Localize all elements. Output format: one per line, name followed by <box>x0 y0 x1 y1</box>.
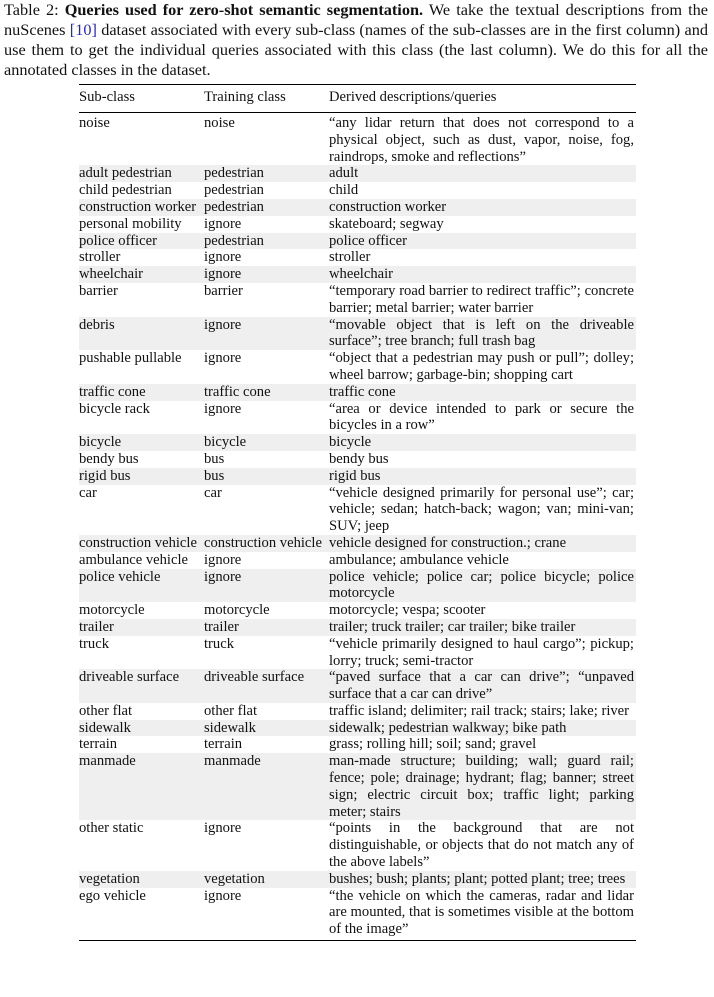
cell-training-class: ignore <box>204 316 242 333</box>
table-row <box>79 468 636 485</box>
table-row <box>79 317 636 351</box>
table-body <box>79 115 636 938</box>
cell-description: bendy bus <box>329 450 389 467</box>
cell-sub-class: construction vehicle <box>79 534 197 551</box>
cell-description: construction worker <box>329 198 447 215</box>
cell-sub-class: bendy bus <box>79 450 139 467</box>
cell-sub-class: police officer <box>79 232 157 249</box>
cell-sub-class: sidewalk <box>79 719 131 736</box>
table-row <box>79 233 636 250</box>
table-top-rule <box>79 84 636 85</box>
cell-sub-class: barrier <box>79 282 118 299</box>
cell-training-class: manmade <box>204 753 261 770</box>
table-row <box>79 401 636 435</box>
caption-label: Table 2: <box>4 0 59 19</box>
cell-description: police vehicle; police car; police bicycle; police motorcycle <box>329 568 634 602</box>
table-bottom-rule <box>79 940 636 941</box>
caption-title: Queries used for zero-shot semantic segmentation. <box>64 0 424 19</box>
cell-training-class: ignore <box>204 350 242 367</box>
citation-link[interactable]: [10] <box>69 20 97 39</box>
cell-description: vehicle designed for construction.; crane <box>329 534 567 551</box>
cell-training-class: traffic cone <box>204 383 271 400</box>
cell-description: motorcycle; vespa; scooter <box>329 602 486 619</box>
cell-sub-class: vegetation <box>79 870 140 887</box>
cell-sub-class: manmade <box>79 753 136 770</box>
cell-training-class: truck <box>204 635 234 652</box>
cell-training-class: ignore <box>204 400 242 417</box>
cell-description: adult <box>329 165 359 182</box>
caption-text-1: We take the textual descriptions from the nuScenes <box>4 0 708 39</box>
table-row <box>79 535 636 552</box>
cell-description: man-made structure; building; wall; guard rail; fence; pole; drainage; hydrant; flag; banner; street sign; electric circuit box; traffic light; parking meter; stairs <box>329 753 634 820</box>
cell-sub-class: adult pedestrian <box>79 165 172 182</box>
table-row <box>79 720 636 737</box>
cell-training-class: driveable surface <box>204 669 305 686</box>
cell-training-class: pedestrian <box>204 232 264 249</box>
cell-sub-class: personal mobility <box>79 215 182 232</box>
table-row <box>79 485 636 535</box>
table-row <box>79 871 636 888</box>
cell-training-class: terrain <box>204 736 243 753</box>
table-row <box>79 434 636 451</box>
table-row <box>79 165 636 182</box>
header-descriptions: Derived descriptions/queries <box>329 89 497 105</box>
cell-sub-class: construction worker <box>79 198 197 215</box>
table-row <box>79 115 636 165</box>
table-row <box>79 602 636 619</box>
cell-description: ambulance; ambulance vehicle <box>329 551 509 568</box>
table-header <box>79 89 636 109</box>
cell-sub-class: other static <box>79 820 144 837</box>
cell-training-class: construction vehicle <box>204 534 322 551</box>
cell-description: “any lidar return that does not correspond to a physical object, such as dust, vapor, noise, fog, raindrops, smoke and reflections” <box>329 115 634 165</box>
cell-description: “the vehicle on which the cameras, radar and lidar are mounted, that is sometimes visible at the bottom of the image” <box>329 887 634 938</box>
cell-sub-class: ambulance vehicle <box>79 551 188 568</box>
cell-description: rigid bus <box>329 467 381 484</box>
cell-sub-class: bicycle rack <box>79 400 150 417</box>
cell-training-class: ignore <box>204 568 242 585</box>
table-row <box>79 820 636 870</box>
cell-description: bushes; bush; plants; plant; potted plant; tree; trees <box>329 870 626 887</box>
table-row <box>79 266 636 283</box>
table-row <box>79 350 636 384</box>
cell-description: “points in the background that are not distinguishable, or objects that do not match any of the above labels” <box>329 820 634 871</box>
table-row <box>79 182 636 199</box>
cell-description: “movable object that is left on the driveable surface”; tree branch; full trash bag <box>329 316 634 350</box>
table-caption <box>4 0 708 80</box>
cell-sub-class: truck <box>79 635 109 652</box>
cell-training-class: bicycle <box>204 434 247 451</box>
cell-training-class: ignore <box>204 266 242 283</box>
cell-description: “vehicle primarily designed to haul cargo”; pickup; lorry; truck; semi-tractor <box>329 635 634 669</box>
cell-training-class: ignore <box>204 215 242 232</box>
header-sub-class: Sub-class <box>79 89 135 105</box>
cell-training-class: noise <box>204 115 235 131</box>
cell-sub-class: trailer <box>79 618 114 635</box>
cell-description: “vehicle designed primarily for personal use”; car; vehicle; sedan; hatch-back; wagon; van; mini-van; SUV; jeep <box>329 484 634 535</box>
cell-sub-class: ego vehicle <box>79 887 146 904</box>
cell-description: stroller <box>329 249 371 266</box>
cell-sub-class: police vehicle <box>79 568 161 585</box>
cell-training-class: bus <box>204 467 225 484</box>
cell-sub-class: pushable pullable <box>79 350 182 367</box>
cell-sub-class: car <box>79 484 97 501</box>
table-row <box>79 753 636 820</box>
cell-description: “object that a pedestrian may push or pull”; dolley; wheel barrow; garbage-bin; shopping cart <box>329 350 634 383</box>
table-row <box>79 636 636 670</box>
cell-sub-class: noise <box>79 115 110 131</box>
table-row <box>79 552 636 569</box>
cell-sub-class: driveable surface <box>79 669 180 686</box>
table-header-rule <box>79 112 636 113</box>
cell-training-class: ignore <box>204 820 242 837</box>
cell-sub-class: bicycle <box>79 434 122 451</box>
table-row <box>79 888 636 938</box>
cell-training-class: barrier <box>204 282 243 299</box>
cell-description: bicycle <box>329 434 372 451</box>
table-row <box>79 216 636 233</box>
cell-training-class: motorcycle <box>204 602 270 619</box>
cell-training-class: other flat <box>204 702 258 719</box>
cell-training-class: ignore <box>204 551 242 568</box>
cell-description: child <box>329 182 359 199</box>
cell-sub-class: other flat <box>79 702 133 719</box>
table-row <box>79 451 636 468</box>
table-row <box>79 669 636 703</box>
cell-description: “paved surface that a car can drive”; “unpaved surface that a car can drive” <box>329 669 634 703</box>
cell-description: traffic cone <box>329 383 396 400</box>
cell-sub-class: wheelchair <box>79 266 144 283</box>
table-row <box>79 384 636 401</box>
cell-sub-class: child pedestrian <box>79 182 172 199</box>
cell-training-class: pedestrian <box>204 182 264 199</box>
cell-training-class: pedestrian <box>204 165 264 182</box>
header-training-class: Training class <box>204 89 286 105</box>
cell-training-class: bus <box>204 450 225 467</box>
cell-description: sidewalk; pedestrian walkway; bike path <box>329 719 567 736</box>
caption-text-2: dataset associated with every sub-class (names of the sub-classes are in the first column) and use them to get the individual queries associated with this class (the last column). We do this for all the annotated classes in the dataset. <box>4 20 708 79</box>
cell-training-class: ignore <box>204 887 242 904</box>
cell-sub-class: traffic cone <box>79 383 146 400</box>
cell-training-class: ignore <box>204 249 242 266</box>
cell-description: “temporary road barrier to redirect traffic”; concrete barrier; metal barrier; water barrier <box>329 282 634 316</box>
table-row <box>79 569 636 603</box>
table-row <box>79 283 636 317</box>
cell-sub-class: motorcycle <box>79 602 145 619</box>
cell-description: trailer; truck trailer; car trailer; bike trailer <box>329 618 576 635</box>
table-row <box>79 619 636 636</box>
cell-description: skateboard; segway <box>329 215 444 232</box>
cell-training-class: car <box>204 484 222 501</box>
cell-training-class: trailer <box>204 618 239 635</box>
cell-training-class: pedestrian <box>204 198 264 215</box>
cell-sub-class: debris <box>79 316 115 333</box>
table-row <box>79 249 636 266</box>
table-row <box>79 736 636 753</box>
table-row <box>79 703 636 720</box>
cell-training-class: sidewalk <box>204 719 256 736</box>
cell-description: wheelchair <box>329 266 394 283</box>
cell-description: grass; rolling hill; soil; sand; gravel <box>329 736 537 753</box>
cell-sub-class: stroller <box>79 249 121 266</box>
cell-description: “area or device intended to park or secure the bicycles in a row” <box>329 400 634 434</box>
cell-sub-class: terrain <box>79 736 118 753</box>
cell-description: police officer <box>329 232 407 249</box>
table-row <box>79 199 636 216</box>
cell-sub-class: rigid bus <box>79 467 131 484</box>
cell-description: traffic island; delimiter; rail track; stairs; lake; river <box>329 702 630 719</box>
cell-training-class: vegetation <box>204 870 265 887</box>
